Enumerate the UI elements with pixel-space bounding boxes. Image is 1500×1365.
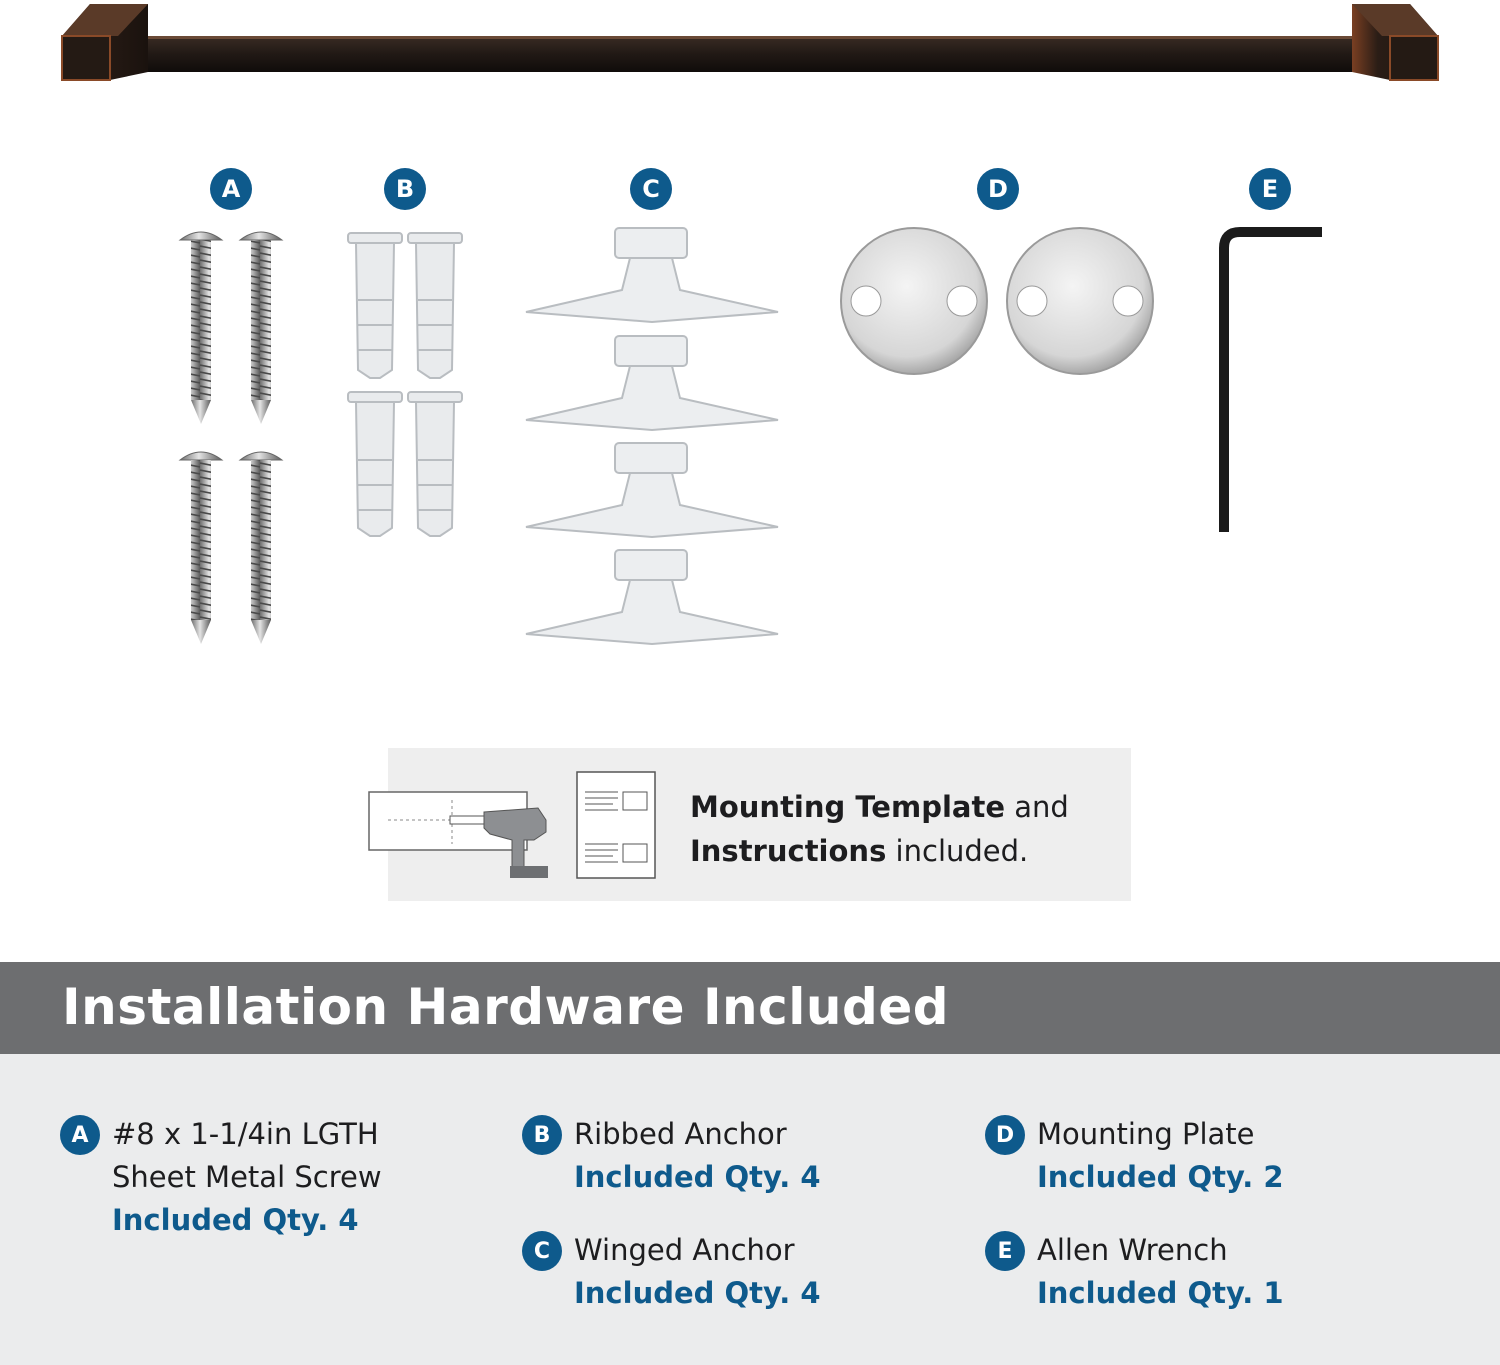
- template-bold-2: Instructions: [690, 834, 887, 868]
- legend-d-line-1: Mounting Plate: [1037, 1117, 1255, 1151]
- legend-badge-e: E: [985, 1231, 1025, 1271]
- drill-template-illustration: [368, 768, 668, 888]
- ribbed-anchor-b-4: [408, 392, 462, 536]
- legend-a-line-1: #8 x 1-1/4in LGTH: [112, 1117, 379, 1151]
- part-badge-a: A: [210, 168, 252, 210]
- legend-e-line-1: Allen Wrench: [1037, 1233, 1228, 1267]
- legend-badge-c: C: [522, 1231, 562, 1271]
- mounting-plate-d-1: [841, 228, 987, 374]
- legend-badge-a: A: [60, 1115, 100, 1155]
- hardware-legend: [0, 1054, 1500, 1365]
- legend-c-line-1: Winged Anchor: [574, 1233, 795, 1267]
- template-text-2: included.: [886, 834, 1029, 868]
- mounting-plate-d-2: [1007, 228, 1153, 374]
- ribbed-anchor-b-2: [408, 233, 462, 378]
- legend-badge-d: D: [985, 1115, 1025, 1155]
- winged-anchor-c-3: [526, 443, 778, 537]
- legend-d-qty: Included Qty. 2: [1037, 1160, 1284, 1194]
- legend-e-qty: Included Qty. 1: [1037, 1276, 1284, 1310]
- legend-b-line-1: Ribbed Anchor: [574, 1117, 787, 1151]
- ribbed-anchor-b-1: [348, 233, 402, 378]
- screw-a-1: [180, 232, 222, 424]
- legend-a-line-2: Sheet Metal Screw: [112, 1160, 382, 1194]
- allen-wrench-e: [1224, 232, 1322, 532]
- template-bold-1: Mounting Template: [690, 790, 1005, 824]
- screw-a-4: [240, 452, 282, 644]
- part-badge-b: B: [384, 168, 426, 210]
- section-banner: [0, 962, 1500, 1054]
- part-badge-c: C: [630, 168, 672, 210]
- legend-badge-b: B: [522, 1115, 562, 1155]
- part-badge-d: D: [977, 168, 1019, 210]
- winged-anchor-c-2: [526, 336, 778, 430]
- legend-c-qty: Included Qty. 4: [574, 1276, 821, 1310]
- template-text-1: and: [1005, 790, 1069, 824]
- winged-anchor-c-1: [526, 228, 778, 322]
- legend-a-qty: Included Qty. 4: [112, 1203, 359, 1237]
- legend-b-qty: Included Qty. 4: [574, 1160, 821, 1194]
- winged-anchor-c-4: [526, 550, 778, 644]
- screw-a-2: [240, 232, 282, 424]
- template-note: [690, 785, 1120, 873]
- banner-title: Installation Hardware Included: [62, 978, 950, 1036]
- ribbed-anchor-b-3: [348, 392, 402, 536]
- part-badge-e: E: [1249, 168, 1291, 210]
- screw-a-3: [180, 452, 222, 644]
